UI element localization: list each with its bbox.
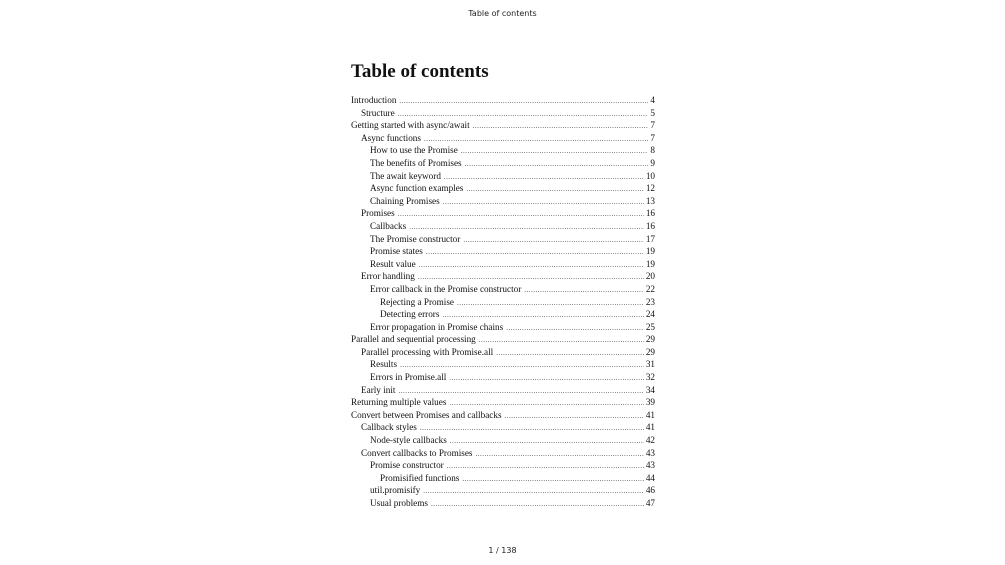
toc-entry-label: Callbacks — [370, 220, 407, 231]
toc-entry-label: Promise states — [370, 246, 423, 257]
toc-entry-page-number: 43 — [645, 447, 655, 458]
toc-entry-label: Async function examples — [370, 183, 464, 194]
toc-entry-label: Chaining Promises — [370, 195, 440, 206]
toc-entry[interactable] — [351, 371, 655, 384]
toc-entry[interactable] — [351, 421, 655, 434]
toc-entry[interactable] — [351, 94, 655, 107]
toc-entry[interactable] — [351, 396, 655, 409]
toc-entry-label: Parallel processing with Promise.all — [361, 346, 494, 357]
toc-dot-leader — [462, 473, 643, 486]
toc-entry-label: Usual problems — [370, 498, 428, 508]
toc-dot-leader — [479, 334, 644, 347]
toc-entry-label: Rejecting a Promise — [380, 296, 454, 307]
toc-entry-page-number: 32 — [645, 372, 655, 383]
toc-entry-page-number: 47 — [645, 498, 655, 508]
table-of-contents — [351, 94, 655, 510]
toc-entry-label: How to use the Promise — [370, 145, 458, 156]
toc-entry-page-number: 29 — [645, 346, 655, 357]
toc-entry-page-number: 34 — [645, 384, 655, 395]
toc-entry-label: The benefits of Promises — [370, 157, 462, 168]
toc-entry[interactable] — [351, 182, 655, 195]
toc-entry[interactable] — [351, 283, 655, 296]
toc-entry[interactable] — [351, 107, 655, 120]
toc-entry-label: Structure — [361, 107, 395, 118]
toc-entry-label: Node-style callbacks — [370, 435, 447, 446]
toc-entry-page-number: 41 — [645, 409, 655, 420]
page-heading: Table of contents — [351, 61, 489, 82]
toc-entry-label: Returning multiple values — [351, 397, 447, 408]
toc-dot-leader — [420, 422, 644, 435]
toc-dot-leader — [419, 259, 644, 272]
toc-entry[interactable] — [351, 333, 655, 346]
toc-entry-page-number: 29 — [645, 334, 655, 345]
toc-dot-leader — [399, 95, 648, 108]
toc-entry-label: Promisified functions — [380, 472, 460, 483]
toc-dot-leader — [431, 498, 644, 511]
toc-dot-leader — [457, 297, 644, 310]
toc-entry[interactable] — [351, 296, 655, 309]
toc-entry-label: Errors in Promise.all — [370, 372, 447, 383]
toc-dot-leader — [426, 246, 644, 259]
toc-entry-page-number: 23 — [645, 296, 655, 307]
toc-dot-leader — [450, 435, 644, 448]
document-title: Table of contents — [468, 9, 537, 18]
toc-entry[interactable] — [351, 434, 655, 447]
toc-dot-leader — [443, 196, 644, 209]
toc-dot-leader — [465, 158, 649, 171]
toc-dot-leader — [398, 208, 644, 221]
toc-entry-label: util.promisify — [370, 485, 421, 496]
toc-entry-label: Convert between Promises and callbacks — [351, 409, 502, 420]
toc-entry-page-number: 12 — [645, 183, 655, 194]
toc-entry-page-number: 20 — [645, 271, 655, 282]
toc-entry[interactable] — [351, 132, 655, 145]
toc-entry-page-number: 9 — [650, 157, 655, 168]
toc-entry-label: Result value — [370, 258, 416, 269]
toc-entry[interactable] — [351, 144, 655, 157]
toc-entry-page-number: 41 — [645, 422, 655, 433]
toc-entry-label: Error handling — [361, 271, 415, 282]
toc-dot-leader — [423, 485, 644, 498]
toc-entry-page-number: 17 — [645, 233, 655, 244]
toc-entry-page-number: 4 — [650, 95, 655, 105]
toc-entry[interactable] — [351, 245, 655, 258]
toc-entry-label: Promise constructor — [370, 460, 444, 471]
toc-entry-page-number: 5 — [650, 107, 655, 118]
toc-entry-page-number: 16 — [645, 208, 655, 219]
toc-dot-leader — [496, 347, 644, 360]
toc-entry-page-number: 8 — [650, 145, 655, 156]
toc-entry-label: Promises — [361, 208, 395, 219]
toc-dot-leader — [476, 448, 644, 461]
toc-entry[interactable] — [351, 459, 655, 472]
toc-entry-label: Error callback in the Promise constructor — [370, 283, 522, 294]
toc-dot-leader — [506, 322, 644, 335]
toc-dot-leader — [466, 183, 643, 196]
toc-entry-label: Results — [370, 359, 398, 370]
toc-dot-leader — [473, 120, 649, 133]
toc-entry[interactable] — [351, 308, 655, 321]
toc-entry-page-number: 42 — [645, 435, 655, 446]
toc-entry-page-number: 24 — [645, 309, 655, 320]
toc-entry[interactable] — [351, 170, 655, 183]
toc-entry[interactable] — [351, 358, 655, 371]
toc-entry-label: Error propagation in Promise chains — [370, 321, 504, 332]
toc-dot-leader — [505, 410, 644, 423]
toc-entry[interactable] — [351, 258, 655, 271]
toc-entry[interactable] — [351, 233, 655, 246]
toc-entry[interactable] — [351, 220, 655, 233]
toc-entry-page-number: 22 — [645, 283, 655, 294]
toc-dot-leader — [461, 145, 649, 158]
toc-entry[interactable] — [351, 321, 655, 334]
toc-entry[interactable] — [351, 497, 655, 510]
toc-entry[interactable] — [351, 119, 655, 132]
toc-dot-leader — [524, 284, 644, 297]
toc-entry-label: Early init — [361, 384, 396, 395]
toc-entry[interactable] — [351, 409, 655, 422]
toc-entry-page-number: 7 — [650, 120, 655, 131]
toc-dot-leader — [449, 372, 644, 385]
toc-dot-leader — [444, 171, 644, 184]
toc-entry-page-number: 19 — [645, 258, 655, 269]
toc-entry-page-number: 10 — [645, 170, 655, 181]
toc-entry-page-number: 39 — [645, 397, 655, 408]
toc-entry[interactable] — [351, 484, 655, 497]
toc-entry-page-number: 43 — [645, 460, 655, 471]
toc-entry-page-number: 7 — [650, 132, 655, 143]
toc-entry-page-number: 44 — [645, 472, 655, 483]
toc-entry-label: Introduction — [351, 95, 397, 105]
toc-entry[interactable] — [351, 270, 655, 283]
toc-entry[interactable] — [351, 346, 655, 359]
toc-entry[interactable] — [351, 157, 655, 170]
toc-entry-page-number: 31 — [645, 359, 655, 370]
toc-entry-page-number: 19 — [645, 246, 655, 257]
toc-dot-leader — [447, 460, 644, 473]
toc-entry-page-number: 46 — [645, 485, 655, 496]
toc-entry[interactable] — [351, 207, 655, 220]
toc-entry-page-number: 13 — [645, 195, 655, 206]
toc-entry-label: Parallel and sequential processing — [351, 334, 476, 345]
toc-entry-label: Detecting errors — [380, 309, 440, 320]
toc-entry[interactable] — [351, 447, 655, 460]
toc-entry[interactable] — [351, 472, 655, 485]
toc-entry-label: Convert callbacks to Promises — [361, 447, 473, 458]
toc-entry[interactable] — [351, 195, 655, 208]
toc-entry-label: Getting started with async/await — [351, 120, 470, 131]
toc-entry[interactable] — [351, 384, 655, 397]
toc-entry-page-number: 25 — [645, 321, 655, 332]
page-indicator: 1 / 138 — [488, 546, 517, 555]
toc-entry-label: Async functions — [361, 132, 421, 143]
toc-entry-label: Callback styles — [361, 422, 417, 433]
toc-entry-label: The await keyword — [370, 170, 441, 181]
toc-entry-label: The Promise constructor — [370, 233, 461, 244]
toc-entry-page-number: 16 — [645, 220, 655, 231]
document-page — [351, 58, 655, 510]
toc-dot-leader — [463, 234, 643, 247]
